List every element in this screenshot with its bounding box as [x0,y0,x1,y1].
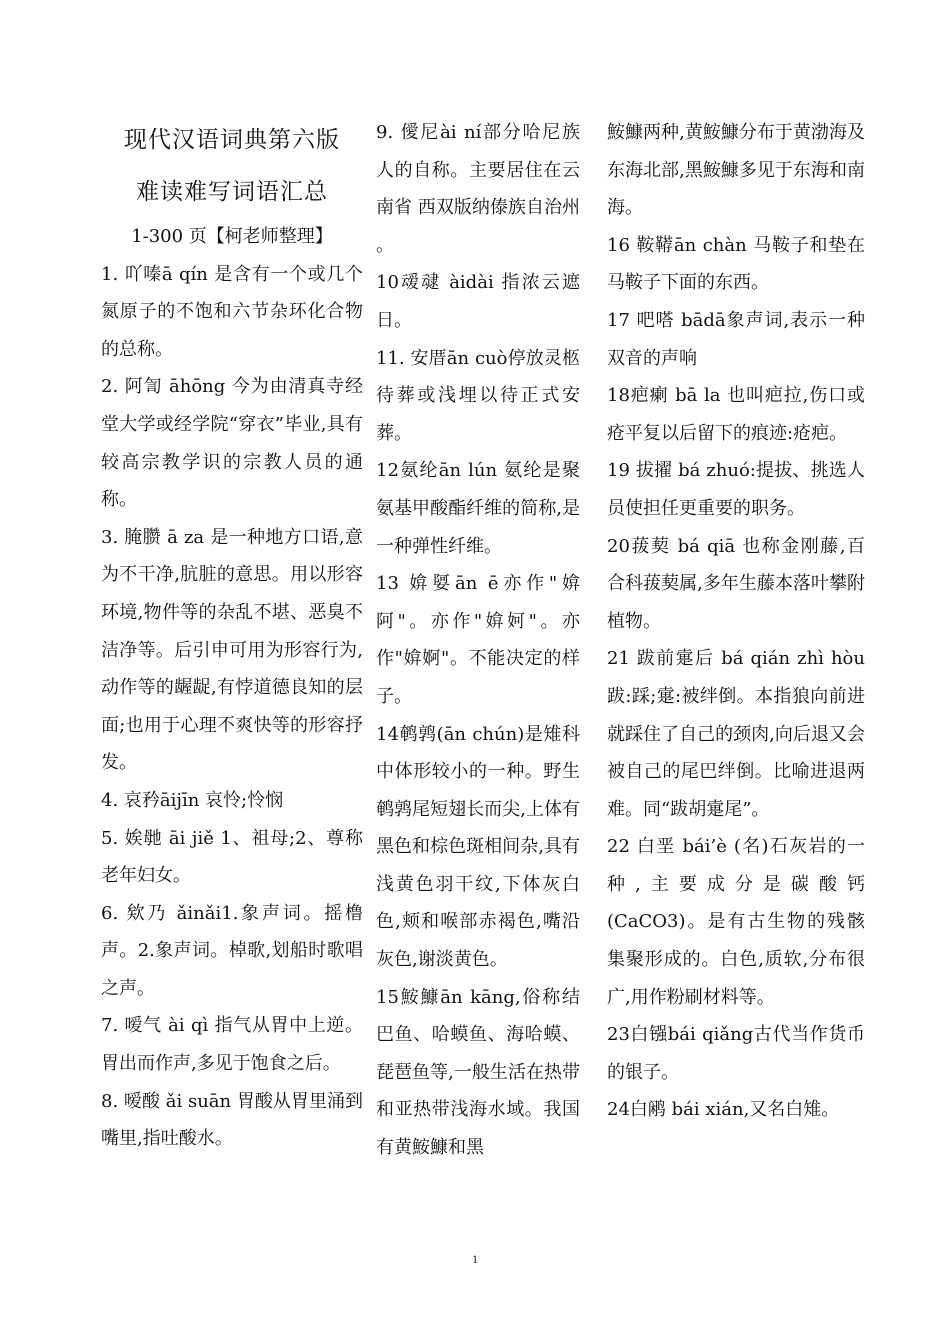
dictionary-entry: 17 吧嗒 bādā象声词,表示一种双音的声响 [607,309,865,369]
column-2 [376,114,580,1167]
dictionary-entry: 8. 嗳酸 ǎi suān 胃酸从胃里涌到嘴里,指吐酸水。 [101,1090,363,1150]
dictionary-entry: 4. 哀矜āijīn 哀怜;怜悯 [101,789,284,811]
dictionary-entry: 5. 娭毑 āi jiě 1、祖母;2、尊称老年妇女。 [101,827,363,887]
dictionary-entry: 7. 嗳气 ài qì 指气从胃中上逆。胃出而作声,多见于饱食之后。 [101,1015,363,1075]
dictionary-entry: 24白鹇 bái xián,又名白雉。 [607,1099,840,1121]
dictionary-entry: 19 拔擢 bá zhuó:提拔、挑选人员使担任更重要的职务。 [607,460,865,519]
dictionary-entry: 23白镪bái qiǎng古代当作货币的银子。 [607,1024,865,1083]
dictionary-entry: 鮟鱇两种,黄鮟鱇分布于黄渤海及东海北部,黑鮟鱇多见于东海和南海。 [607,122,865,219]
dictionary-entry: 15鮟鱇ān kāng,俗称结巴鱼、哈蟆鱼、海哈蟆、琵琶鱼等,一般生活在热带和亚热带浅海水域。我国有黄鮟鱇和黑 [376,986,580,1159]
dictionary-entry: 10叆叇 àidài 指浓云遮日。 [376,272,580,331]
dictionary-entry: 2. 阿訇 āhōng 今为由清真寺经堂大学或经学院“穿衣”毕业,具有较高宗教学识的宗教人员的通称。 [101,376,363,511]
dictionary-entry: 11. 安厝ān cuò停放灵柩待葬或浅埋以待正式安葬。 [376,347,580,444]
document-subtitle: 1-300 页【柯老师整理】 [131,226,333,247]
column-1 [101,114,363,1158]
dictionary-entry: 20菝葜 bá qiā 也称金刚藤,百合科菝葜属,多年生藤本落叶攀附植物。 [607,535,865,632]
dictionary-entry: 22 白垩 bái’è (名)石灰岩的一种,主要成分是碳酸钙(CaCO3)。是有古生物的残骸集聚形成的。白色,质软,分布很广,用作粉刷材料等。 [607,836,865,1008]
dictionary-entry: 3. 腌臜 ā za 是一种地方口语,意为不干净,肮脏的意思。用以形容环境,物件等的杂乱不堪、恶臭不洁净等。后引申可用为形容行为,动作等的龌龊,有悖道德良知的层面;也用于心理不爽快等的形容抒发。 [101,526,363,774]
document-title-line-2: 难读难写词语汇总 [136,179,328,205]
dictionary-entry: 18疤瘌 bā la 也叫疤拉,伤口或疮平复以后留下的痕迹:疮疤。 [607,385,865,444]
dictionary-entry: 13 媕娿ān ē亦作"媕阿"。亦作"媕妸"。亦作"媕婀"。不能决定的样子。 [376,573,580,707]
dictionary-entry: 16 鞍鞯ān chàn 马鞍子和垫在马鞍子下面的东西。 [607,234,865,294]
dictionary-entry: 9. 僾尼ài ní部分哈尼族人的自称。主要居住在云南省 西双版纳傣族自治州 。 [376,122,580,256]
dictionary-entry: 12氨纶ān lún 氨纶是聚氨基甲酸酯纤维的简称,是一种弹性纤维。 [376,460,580,557]
document-title-line-1: 现代汉语词典第六版 [124,127,340,153]
dictionary-entry: 21 跋前疐后 bá qián zhì hòu 跋:踩;疐:被绊倒。本指狼向前进就踩住了自己的颈肉,向后退又会被自己的尾巴绊倒。比喻进退两难。同“跋胡疐尾”。 [607,648,865,820]
dictionary-entry: 1. 吖嗪ā qín 是含有一个或几个氮原子的不饱和六节杂环化合物的总称。 [101,263,363,360]
dictionary-entry: 14鹌鹑(ān chún)是雉科中体形较小的一种。野生鹌鹑尾短翅长而尖,上体有黑色和棕色斑相间杂,具有浅黄色羽干纹,下体灰白色,颊和喉部赤褐色,嘴沿灰色,谢淡黄色。 [376,723,580,971]
page-number: 1 [472,1252,478,1266]
dictionary-entry: 6. 欸乃 ǎinǎi1.象声词。摇橹声。2.象声词。棹歌,划船时歌唱之声。 [101,902,363,999]
column-3 [607,114,865,1129]
